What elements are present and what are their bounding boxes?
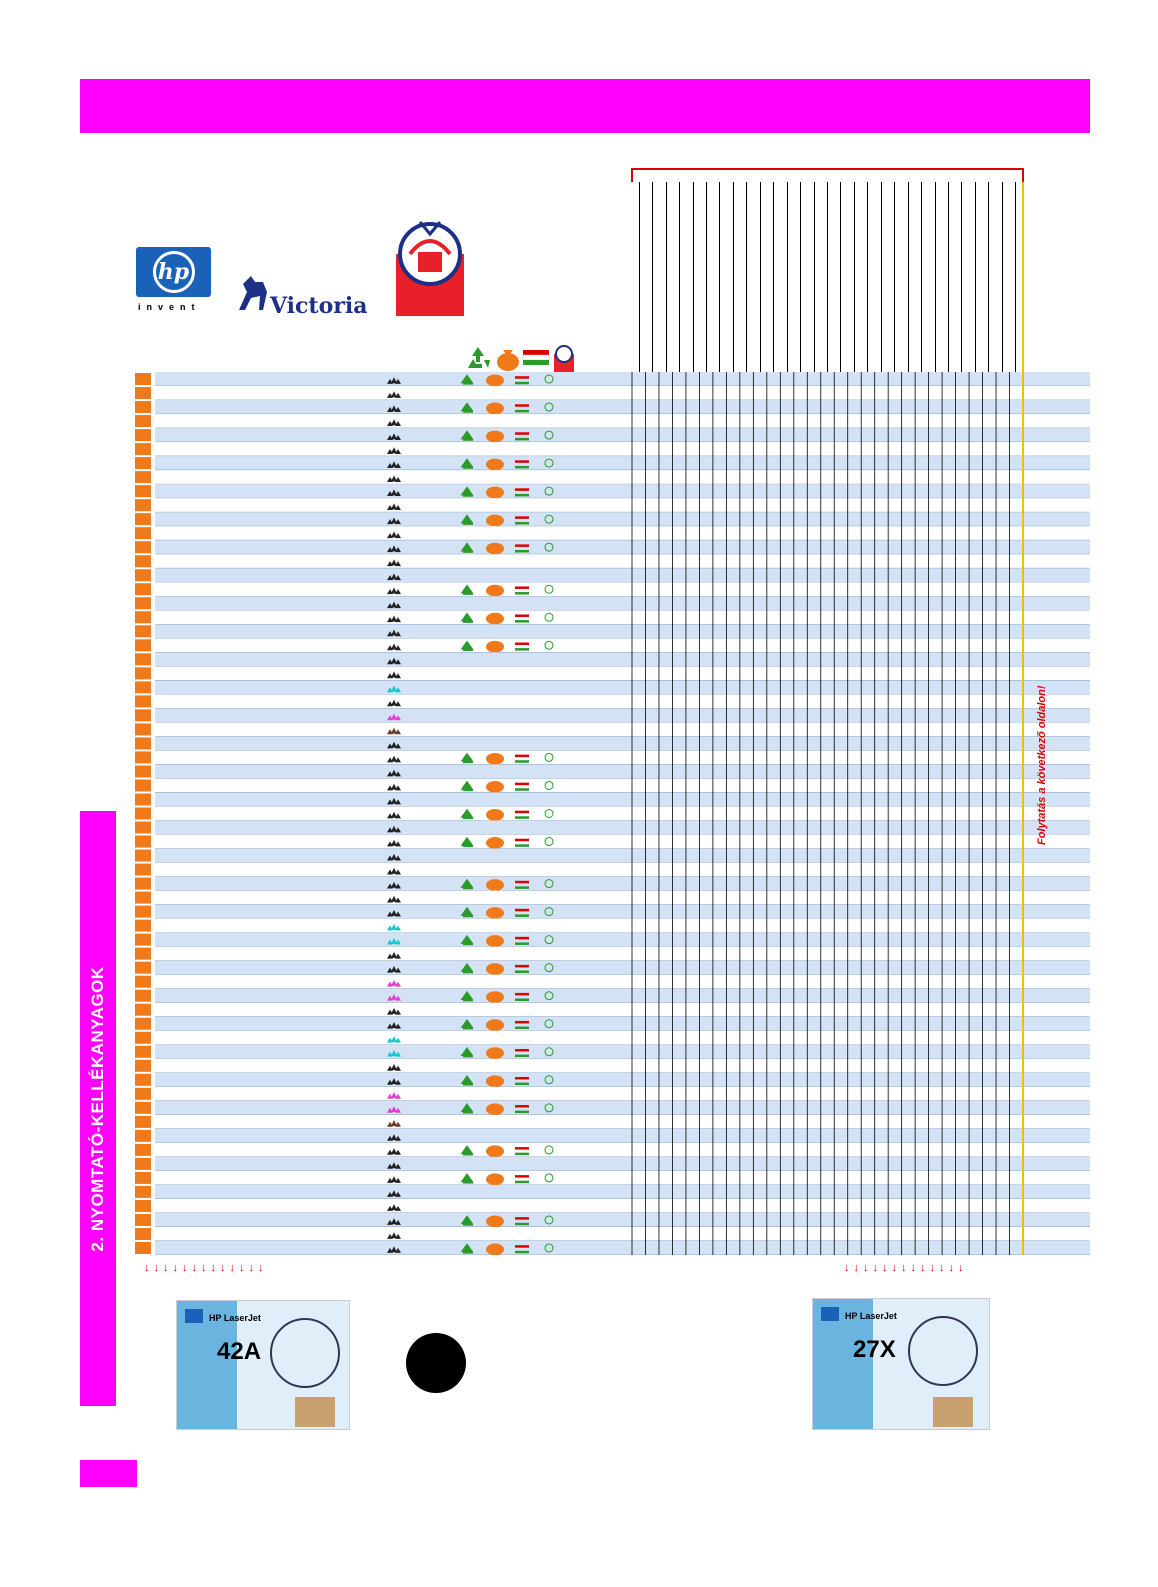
- table-row: [155, 975, 1090, 989]
- money-bag-icon: [486, 879, 504, 891]
- table-row: [155, 526, 1090, 540]
- left-arrows: ↓↓↓↓↓↓↓↓↓↓↓↓↓: [144, 1262, 268, 1274]
- money-bag-icon: [486, 459, 504, 471]
- hp-invent-text: invent: [138, 302, 201, 312]
- column-header-line: [719, 182, 720, 372]
- money-bag-icon: [486, 641, 504, 653]
- table-row: [155, 428, 1090, 442]
- table-row: [155, 498, 1090, 512]
- table-row: [155, 863, 1090, 877]
- table-row: [155, 905, 1090, 919]
- column-header-line: [760, 182, 761, 372]
- table-row: [155, 442, 1090, 456]
- table-row: [155, 1199, 1090, 1213]
- printer-columns-bracket: [631, 168, 1024, 182]
- table-row: [155, 821, 1090, 835]
- money-bag-icon: [486, 403, 504, 415]
- money-bag-icon: [486, 1047, 504, 1059]
- money-bag-icon: [486, 1103, 504, 1115]
- money-bag-icon: [486, 1244, 504, 1255]
- table-row: [155, 1003, 1090, 1017]
- column-header-line: [679, 182, 680, 372]
- table-row: [155, 456, 1090, 470]
- money-bag-icon: [486, 1019, 504, 1031]
- table-row: [155, 849, 1090, 863]
- column-header-line: [706, 182, 707, 372]
- header-banner: [80, 79, 1090, 133]
- table-row: [155, 708, 1090, 722]
- table-row: [155, 1129, 1090, 1143]
- table-row: [155, 1031, 1090, 1045]
- table-row: [155, 680, 1090, 694]
- hp-logo: hp: [136, 247, 211, 297]
- table-row: [155, 1143, 1090, 1157]
- money-bag-icon: [486, 1215, 504, 1227]
- table-row: [155, 919, 1090, 933]
- table-row: [155, 736, 1090, 750]
- money-bag-icon: [486, 1145, 504, 1157]
- table-row: [155, 568, 1090, 582]
- column-header-line: [652, 182, 653, 372]
- table-row: [155, 750, 1090, 764]
- money-bag-icon: [486, 963, 504, 975]
- column-header-line: [975, 182, 976, 372]
- table-row: [155, 694, 1090, 708]
- black-circle-badge: [406, 1333, 466, 1393]
- hungarian-product-legend-icon: [522, 344, 550, 372]
- money-bag-icon: [486, 907, 504, 919]
- table-row: [155, 372, 1090, 386]
- table-row: [155, 596, 1090, 610]
- table-row: [155, 764, 1090, 778]
- table-row: [155, 1101, 1090, 1115]
- money-bag-icon: [486, 753, 504, 765]
- money-bag-icon: [486, 613, 504, 625]
- table-row: [155, 512, 1090, 526]
- table-row: [155, 1087, 1090, 1101]
- right-arrows: ↓↓↓↓↓↓↓↓↓↓↓↓↓: [844, 1262, 968, 1274]
- table-row: [155, 1045, 1090, 1059]
- table-row: [155, 484, 1090, 498]
- column-header-line: [746, 182, 747, 372]
- table-row: [155, 652, 1090, 666]
- money-bag-icon: [486, 991, 504, 1003]
- table-row: [155, 722, 1090, 736]
- product-42a-name: 42A: [217, 1338, 262, 1365]
- table-row: [155, 1185, 1090, 1199]
- money-bag-icon: [486, 515, 504, 527]
- money-bag-icon: [486, 375, 504, 387]
- table-row: [155, 554, 1090, 568]
- money-bag-icon: [486, 1173, 504, 1185]
- table-row: [155, 1241, 1090, 1255]
- column-header-line: [921, 182, 922, 372]
- table-row: [155, 877, 1090, 891]
- money-bag-icon: [486, 809, 504, 821]
- money-bag-icon: [486, 837, 504, 849]
- money-bag-icon: [486, 1075, 504, 1087]
- table-row: [155, 1157, 1090, 1171]
- table-row: [155, 624, 1090, 638]
- table-end-line: [1022, 182, 1024, 1255]
- table-row: [155, 610, 1090, 624]
- table-row: [155, 806, 1090, 820]
- column-header-line: [787, 182, 788, 372]
- table-row: [155, 1017, 1090, 1031]
- column-header-line: [773, 182, 774, 372]
- table-row: [155, 666, 1090, 680]
- table-row: [155, 947, 1090, 961]
- quality-legend-icon: [550, 344, 578, 372]
- page-corner-tab: [80, 1460, 137, 1487]
- table-row: [155, 1115, 1090, 1129]
- column-header-line: [854, 182, 855, 372]
- column-header-line: [894, 182, 895, 372]
- column-header-line: [800, 182, 801, 372]
- recycle-legend-icon: [464, 344, 492, 372]
- table-row: [155, 414, 1090, 428]
- table-row: [155, 582, 1090, 596]
- table-row: [155, 835, 1090, 849]
- column-header-line: [961, 182, 962, 372]
- column-header-line: [733, 182, 734, 372]
- table-row: [155, 400, 1090, 414]
- table-row: [155, 891, 1090, 905]
- table-row: [155, 386, 1090, 400]
- column-header-line: [988, 182, 989, 372]
- money-bag-icon: [486, 543, 504, 555]
- table-row: [155, 933, 1090, 947]
- section-title: 2. NYOMTATÓ-KELLÉKANYAGOK: [88, 965, 107, 1252]
- table-row: [155, 778, 1090, 792]
- table-row: [155, 470, 1090, 484]
- money-bag-icon: [486, 431, 504, 443]
- money-bag-icon: [486, 935, 504, 947]
- column-header-line: [827, 182, 828, 372]
- table-row: [155, 1227, 1090, 1241]
- table-row: [155, 1059, 1090, 1073]
- column-header-line: [1015, 182, 1016, 372]
- victoria-logo-text: Victoria: [270, 293, 368, 319]
- product-27x-name: 27X: [853, 1336, 896, 1363]
- column-header-line: [948, 182, 949, 372]
- product-27x-label: HP LaserJet: [845, 1311, 897, 1321]
- section-side-tab: [80, 811, 116, 1406]
- quality-seal-icon: [396, 218, 464, 316]
- table-row: [155, 989, 1090, 1003]
- column-header-line: [1002, 182, 1003, 372]
- compatibility-table: [135, 372, 1090, 1255]
- money-bag-icon: [486, 585, 504, 597]
- table-row: [155, 1213, 1090, 1227]
- column-header-line: [908, 182, 909, 372]
- table-row: [155, 961, 1090, 975]
- table-row: [155, 792, 1090, 806]
- column-header-line: [867, 182, 868, 372]
- money-bag-legend-icon: [494, 344, 522, 372]
- product-box-42a: [176, 1300, 350, 1430]
- column-header-line: [693, 182, 694, 372]
- product-box-27x: [812, 1298, 990, 1430]
- column-header-line: [639, 182, 640, 372]
- column-header-line: [881, 182, 882, 372]
- column-header-line: [814, 182, 815, 372]
- table-row: [155, 540, 1090, 554]
- table-row: [155, 1073, 1090, 1087]
- table-row: [155, 638, 1090, 652]
- column-header-line: [666, 182, 667, 372]
- money-bag-icon: [486, 781, 504, 793]
- table-row: [155, 1171, 1090, 1185]
- money-bag-icon: [486, 487, 504, 499]
- product-42a-label: HP LaserJet: [209, 1313, 261, 1323]
- column-header-line: [840, 182, 841, 372]
- column-header-line: [935, 182, 936, 372]
